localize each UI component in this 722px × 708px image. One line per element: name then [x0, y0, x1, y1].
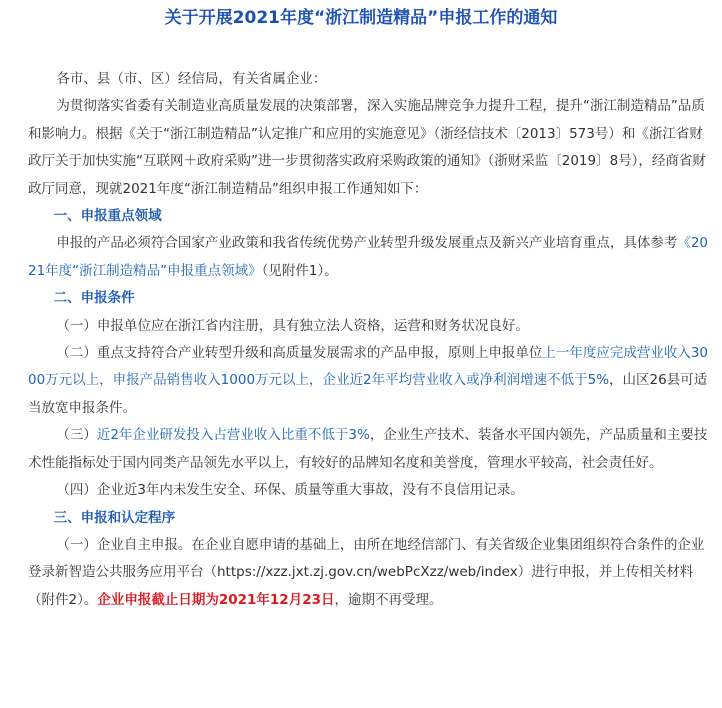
condition-item-2	[28, 340, 714, 422]
notice-body	[28, 66, 714, 614]
intro-paragraph: 为贯彻落实省委有关制造业高质量发展的决策部署，深入实施品牌竞争力提升工程，提升“浙江制造精品”品质和影响力。根据《关于“浙江制造精品”认定推广和应用的实施意见》（浙经信技术〔2013〕573号）和《浙江省财政厅关于加快实施“互联网＋政府采购”进一步贯彻落实政府采购政策的通知》（浙财采监〔2019〕8号），经商省财政厅同意，现就2021年度“浙江制造精品”组织申报工作通知如下：	[28, 98, 706, 197]
section-heading-procedure: 三、申报和认定程序	[53, 509, 176, 526]
section-heading-conditions: 二、申报条件	[53, 290, 135, 307]
condition-3-highlight: 近2年企业研发投入占营业收入比重不低于3%	[96, 427, 370, 444]
condition-2-suffix: ，山区26县可适当放宽申报条件。	[28, 372, 708, 416]
platform-url[interactable]: （https://xzz.jxt.zj.gov.cn/webPcXzz/web/index）	[203, 564, 532, 581]
section-heading-focus-areas: 一、申报重点领域	[53, 208, 162, 225]
condition-2-prefix: （二）重点支持符合产业转型升级和高质量发展需求的产品申报，原则上申报单位	[56, 345, 543, 362]
focus-areas-annex-ref: （见附件1）。	[261, 262, 338, 279]
procedure-1-text: （一）企业自主申报。在企业自愿申请的基础上，由所在地经信部门、有关省级企业集团组织符合条件的企业登录新智造公共服务应用平台	[28, 536, 705, 581]
condition-2-highlight: 上一年度应完成营业收入3000万元以上，申报产品销售收入1000万元以上，企业近2年平均营业收入或净利润增速不低于5%	[28, 345, 709, 389]
focus-areas-link[interactable]: 《2021年度“浙江制造精品”申报重点领域》	[28, 235, 709, 279]
focus-areas-text: 申报的产品必须符合国家产业政策和我省传统优势产业转型升级发展重点及新兴产业培育重点，具体参考	[56, 235, 678, 252]
procedure-1-end: ，逾期不再受理。	[334, 591, 443, 608]
deadline-highlight: 企业申报截止日期为2021年12月23日	[97, 591, 335, 608]
condition-item-4: （四）企业近3年内未发生安全、环保、质量等重大事故，没有不良信用记录。	[56, 482, 524, 499]
condition-3-suffix: ，企业生产技术、装备水平国内领先，产品质量和主要技术性能指标处于国内同类产品领先水平以上，有较好的品牌知名度和美誉度，管理水平较高，社会责任好。	[28, 427, 708, 471]
procedure-item-1	[28, 532, 714, 614]
page-title: 关于开展2021年度“浙江制造精品”申报工作的通知	[164, 8, 558, 28]
procedure-1-mid: 进行申报，并上传相关材料（附件2）。	[28, 564, 694, 608]
salutation: 各市、县（市、区）经信局，有关省属企业：	[56, 71, 327, 87]
condition-3-prefix: （三）	[56, 427, 97, 444]
condition-item-1: （一）申报单位应在浙江省内注册，具有独立法人资格，运营和财务状况良好。	[56, 317, 529, 334]
focus-areas-paragraph	[28, 230, 714, 285]
condition-item-3	[28, 422, 714, 477]
